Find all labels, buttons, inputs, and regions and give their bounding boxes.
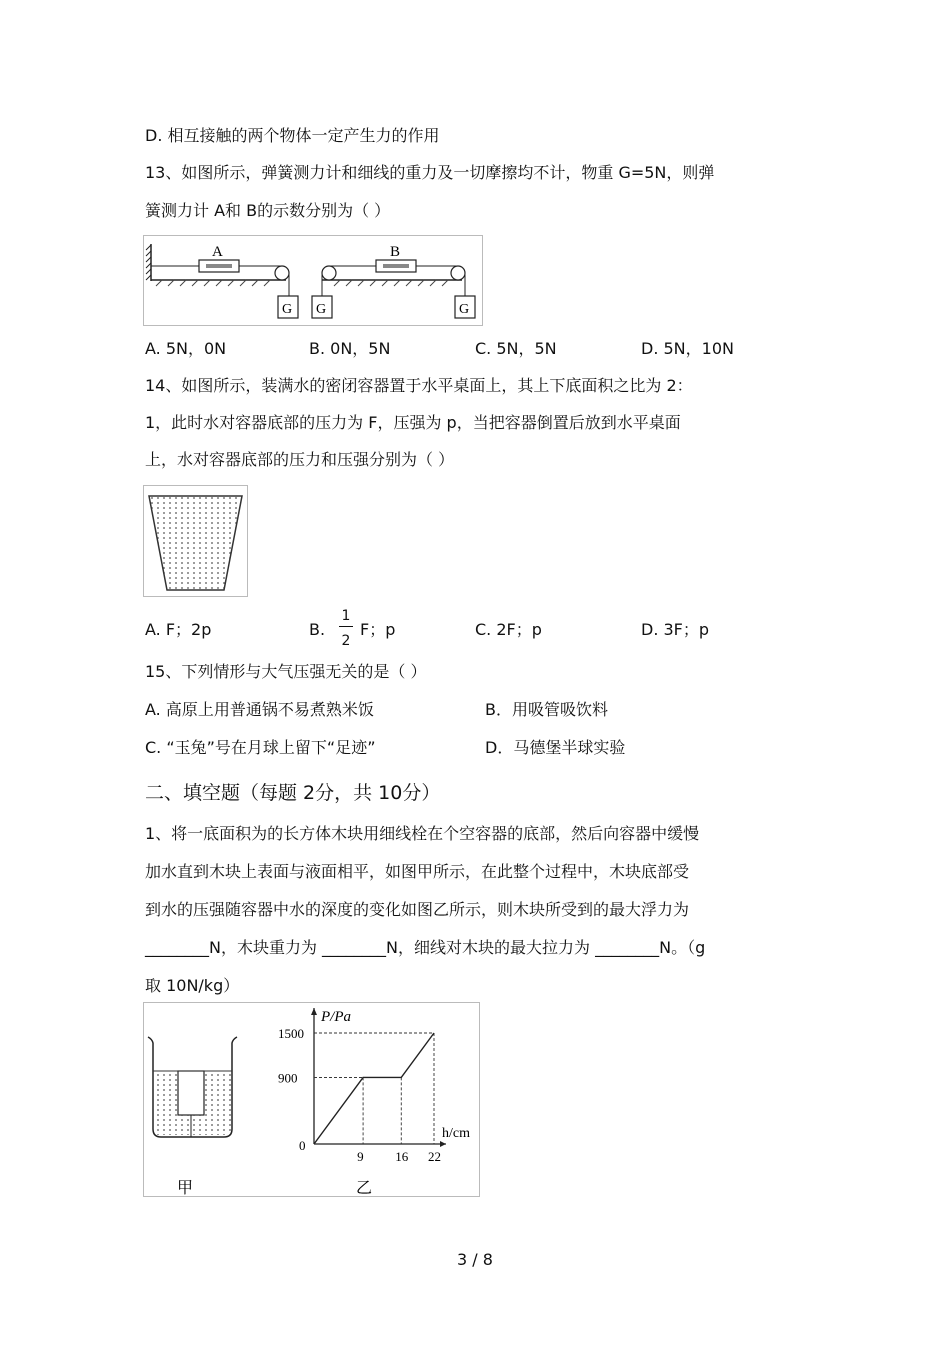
origin-label: 0 xyxy=(299,1138,306,1153)
q14-option-d: D. 3F；p xyxy=(641,620,710,639)
figure-label-jia: 甲 xyxy=(177,1178,194,1196)
fill1-figure xyxy=(143,1002,480,1197)
pressure-depth-graph xyxy=(278,1008,470,1164)
q13-option-a: A. 5N，0N xyxy=(145,339,227,358)
q15-option-b: B．用吸管吸饮料 xyxy=(485,700,608,719)
q14-option-b-denominator: 2 xyxy=(341,633,351,649)
q13-stem-line2: 簧测力计 A和 B的示数分别为（ ） xyxy=(145,201,391,220)
beaker-and-graph xyxy=(144,1003,479,1196)
y-tick-label-0: 1500 xyxy=(278,1026,304,1041)
figure-label-yi: 乙 xyxy=(356,1178,373,1196)
series-line xyxy=(314,1033,434,1144)
q13-option-c: C. 5N，5N xyxy=(475,339,557,358)
q14-stem-line2: 1，此时水对容器底部的压力为 F，压强为 p，当把容器倒置后放到水平桌面 xyxy=(145,413,681,432)
fill1-line3: 到水的压强随容器中水的深度的变化如图乙所示，则木块所受到的最大浮力为 xyxy=(145,900,690,919)
weight-g-3: G xyxy=(459,302,470,317)
fill1-line4: ________N，木块重力为 ________N，细线对木块的最大拉力为 ________N。（g xyxy=(145,938,706,957)
fill1-line2: 加水直到木块上表面与液面相平，如图甲所示，在此整个过程中，木块底部受 xyxy=(145,862,690,881)
scale-b-label: B xyxy=(390,244,401,260)
scale-a-label: A xyxy=(212,244,223,260)
y-axis-arrow xyxy=(311,1008,317,1015)
x-axis-label: h/cm xyxy=(442,1126,470,1141)
spring-scale-diagram xyxy=(144,236,482,325)
q15-option-a: A. 高原上用普通锅不易煮熟米饭 xyxy=(145,700,374,719)
fraction-bar xyxy=(339,626,353,627)
q15-option-d: D．马德堡半球实验 xyxy=(485,738,626,757)
section-2-title: 二、填空题（每题 2分，共 10分） xyxy=(145,782,441,804)
q13-option-d: D. 5N，10N xyxy=(641,339,734,358)
q14-stem-line3: 上，水对容器底部的压力和压强分别为（ ） xyxy=(145,450,455,469)
x-tick-label-0: 9 xyxy=(357,1149,364,1164)
q13-stem-line1: 13、如图所示，弹簧测力计和细线的重力及一切摩擦均不计，物重 G=5N，则弹 xyxy=(145,163,715,182)
page-number: 3 / 8 xyxy=(457,1250,493,1269)
beaker-diagram xyxy=(148,1037,237,1137)
q14-option-a: A. F；2p xyxy=(145,620,212,639)
fill1-line5: 取 10N/kg） xyxy=(145,976,240,995)
q14-container-figure xyxy=(143,485,248,597)
container-diagram xyxy=(144,486,247,596)
y-tick-label-1: 900 xyxy=(278,1070,298,1086)
x-tick-label-1: 16 xyxy=(395,1149,409,1164)
x-tick-label-2: 22 xyxy=(428,1149,441,1164)
fill1-line1: 1、将一底面积为的长方体木块用细线栓在个空容器的底部，然后向容器中缓慢 xyxy=(145,824,700,843)
y-axis-label: P/Pa xyxy=(321,1009,351,1025)
q13-figure xyxy=(143,235,483,326)
q14-option-b-suffix: F；p xyxy=(360,620,396,639)
q14-option-b-numerator: 1 xyxy=(341,608,351,624)
q15-option-c: C. “玉兔”号在月球上留下“足迹” xyxy=(145,738,376,757)
q13-option-b: B. 0N，5N xyxy=(309,339,391,358)
weight-g-1: G xyxy=(282,302,293,317)
q14-option-b-prefix: B. xyxy=(309,620,326,639)
weight-g-2: G xyxy=(316,302,327,317)
q14-stem-line1: 14、如图所示，装满水的密闭容器置于水平桌面上，其上下底面积之比为 2： xyxy=(145,376,693,395)
q15-stem: 15、下列情形与大气压强无关的是（ ） xyxy=(145,662,427,681)
x-axis-arrow xyxy=(440,1141,446,1147)
q14-option-c: C. 2F；p xyxy=(475,620,542,639)
q12-option-d: D. 相互接触的两个物体一定产生力的作用 xyxy=(145,126,440,145)
